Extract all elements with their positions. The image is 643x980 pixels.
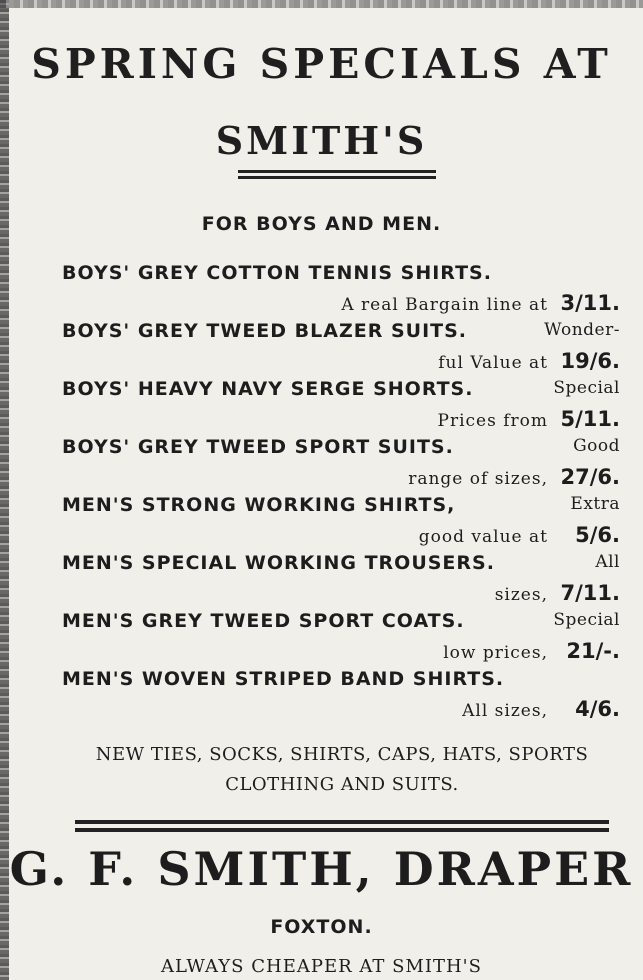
item-price: 5/6.: [575, 523, 620, 547]
list-item: [62, 378, 620, 436]
item-name-tail: All: [595, 552, 620, 572]
item-name: BOYS' HEAVY NAVY SERGE SHORTS.: [62, 378, 474, 400]
item-name-tail: Extra: [570, 494, 620, 514]
list-item: [62, 320, 620, 378]
item-description: good value at: [418, 527, 548, 547]
item-price: 7/11.: [560, 581, 620, 605]
list-item: [62, 668, 620, 726]
slogan: ALWAYS CHEAPER AT SMITH'S: [161, 956, 482, 977]
item-price: 21/-.: [566, 639, 620, 663]
item-name-tail: Special: [553, 378, 620, 398]
item-description: sizes,: [494, 585, 548, 605]
item-price: 3/11.: [560, 291, 620, 315]
item-description: ful Value at: [438, 353, 548, 373]
item-name: BOYS' GREY TWEED BLAZER SUITS.: [62, 320, 468, 342]
item-price: 27/6.: [560, 465, 620, 489]
item-description: All sizes,: [462, 701, 548, 721]
list-item: [62, 552, 620, 610]
item-description: A real Bargain line at: [341, 295, 548, 315]
store-name: G. F. SMITH, DRAPER: [9, 842, 634, 896]
item-name: MEN'S WOVEN STRIPED BAND SHIRTS.: [62, 668, 505, 690]
item-name-tail: Special: [553, 610, 620, 630]
store-town: FOXTON.: [270, 916, 373, 938]
subheading: FOR BOYS AND MEN.: [201, 213, 442, 235]
double-rule-long: [75, 820, 609, 832]
footer-note: NEW TIES, SOCKS, SHIRTS, CAPS, HATS, SPORTS CLOTHING AND SUITS.: [95, 744, 589, 795]
item-name: MEN'S STRONG WORKING SHIRTS,: [62, 494, 456, 516]
item-list: [62, 262, 620, 726]
item-name-tail: Good: [573, 436, 620, 456]
list-item: [62, 262, 620, 320]
item-price: 5/11.: [560, 407, 620, 431]
list-item: [62, 610, 620, 668]
item-name-tail: Wonder-: [544, 320, 620, 340]
item-name: BOYS' GREY TWEED SPORT SUITS.: [62, 436, 454, 458]
double-rule-short: [238, 170, 436, 179]
item-name: MEN'S SPECIAL WORKING TROUSERS.: [62, 552, 495, 574]
headline-line-1: SPRING SPECIALS AT: [31, 40, 612, 88]
item-description: Prices from: [437, 411, 548, 431]
item-description: range of sizes,: [408, 469, 548, 489]
list-item: [62, 436, 620, 494]
item-price: 19/6.: [560, 349, 620, 373]
page-edge-top: [0, 0, 643, 8]
headline-line-2: SMITH'S: [215, 118, 428, 163]
item-price: 4/6.: [575, 697, 620, 721]
item-description: low prices,: [443, 643, 548, 663]
item-name: BOYS' GREY COTTON TENNIS SHIRTS.: [62, 262, 492, 284]
item-name: MEN'S GREY TWEED SPORT COATS.: [62, 610, 465, 632]
list-item: [62, 494, 620, 552]
